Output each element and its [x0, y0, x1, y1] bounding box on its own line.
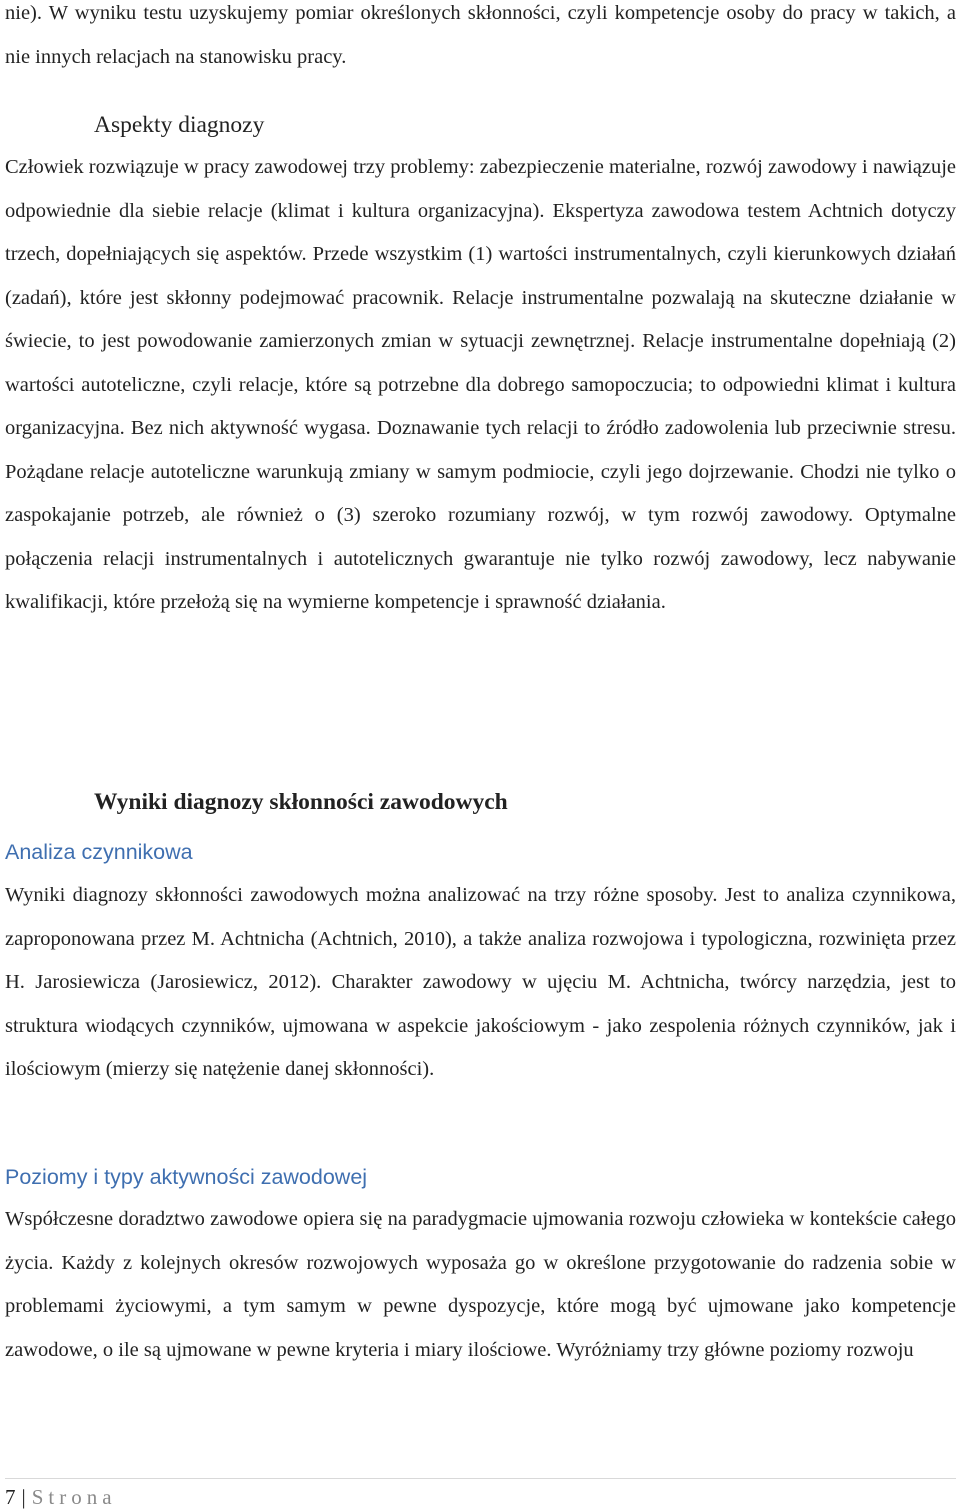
wyniki-paragraph: Wyniki diagnozy skłonności zawodowych można analizować na trzy różne sposoby. Jest to analiza czynnikowa, zaproponowana przez M. Achtnicha (Achtnich, 2010), a także analiza rozwojowa i typologiczna, rozwinięta przez H. Jarosiewicza (Jarosiewicz, 2012). Charakter zawodowy w ujęciu M. Achtnicha, twórcy narzędzia, jest to struktura wiodących czynników, ujmowana w aspekcie jakościowym - jako zespolenia różnych czynników, jak i ilościowym (mierzy się natężenie danej skłonności).	[5, 884, 956, 1080]
page-number: 7	[5, 1485, 16, 1509]
poziomy-paragraph: Współczesne doradztwo zawodowe opiera się na paradygmacie ujmowania rozwoju człowieka w kontekście całego życia. Każdy z kolejnych okresów rozwojowych wyposaża go w określone przygotowanie do radzenia sobie w problemami życiowymi, a tym samym w pewne dyspozycje, które mogą być ujmowane jako kompetencje zawodowe, o ile są ujmowane w pewne kryteria i miary ilościowe. Wyróżniamy trzy główne poziomy rozwoju	[5, 1208, 956, 1361]
subheading-analiza-czynnikowa: Analiza czynnikowa	[5, 840, 193, 864]
footer-label: Strona	[31, 1485, 117, 1509]
page-footer	[5, 1483, 117, 1511]
intro-paragraph: nie). W wyniku testu uzyskujemy pomiar określonych skłonności, czyli kompetencje osoby do pracy w takich, a nie innych relacjach na stanowisku pracy.	[5, 2, 956, 68]
subheading-poziomy-typy: Poziomy i typy aktywności zawodowej	[5, 1165, 368, 1189]
heading-wyniki-diagnozy: Wyniki diagnozy skłonności zawodowych	[94, 789, 508, 815]
footer-separator: |	[21, 1485, 26, 1509]
footer-divider	[5, 1478, 956, 1479]
aspekty-paragraph: Człowiek rozwiązuje w pracy zawodowej trzy problemy: zabezpieczenie materialne, rozwój zawodowy i nawiązuje odpowiednie dla siebie relacje (klimat i kultura organizacyjna). Ekspertyza zawodowa testem Achtnich dotyczy trzech, dopełniających się aspektów. Przede wszystkim (1) wartości instrumentalnych, czyli kierunkowych działań (zadań), które jest skłonny podejmować pracownik. Relacje instrumentalne pozwalają na skuteczne działanie w świecie, to jest powodowanie zamierzonych zmian w sytuacji zewnętrznej. Relacje instrumentalne dopełniają (2) wartości autoteliczne, czyli relacje, które są potrzebne dla dobrego samopoczucia; to odpowiedni klimat i kultura organizacyjna. Bez nich aktywność wygasa. Doznawanie tych relacji to źródło zadowolenia lub przeciwnie stresu. Pożądane relacje autoteliczne warunkują zmiany w samym podmiocie, czyli jego dojrzewanie. Chodzi nie tylko o zaspokajanie potrzeb, ale również o (3) szeroko rozumiany rozwój, w tym rozwój zawodowy. Optymalne połączenia relacji instrumentalnych i autotelicznych gwarantuje nie tylko rozwój zawodowy, lecz nabywanie kwalifikacji, które przełożą się na wymierne kompetencje i sprawność działania.	[5, 156, 956, 613]
heading-aspekty-diagnozy: Aspekty diagnozy	[94, 112, 265, 138]
